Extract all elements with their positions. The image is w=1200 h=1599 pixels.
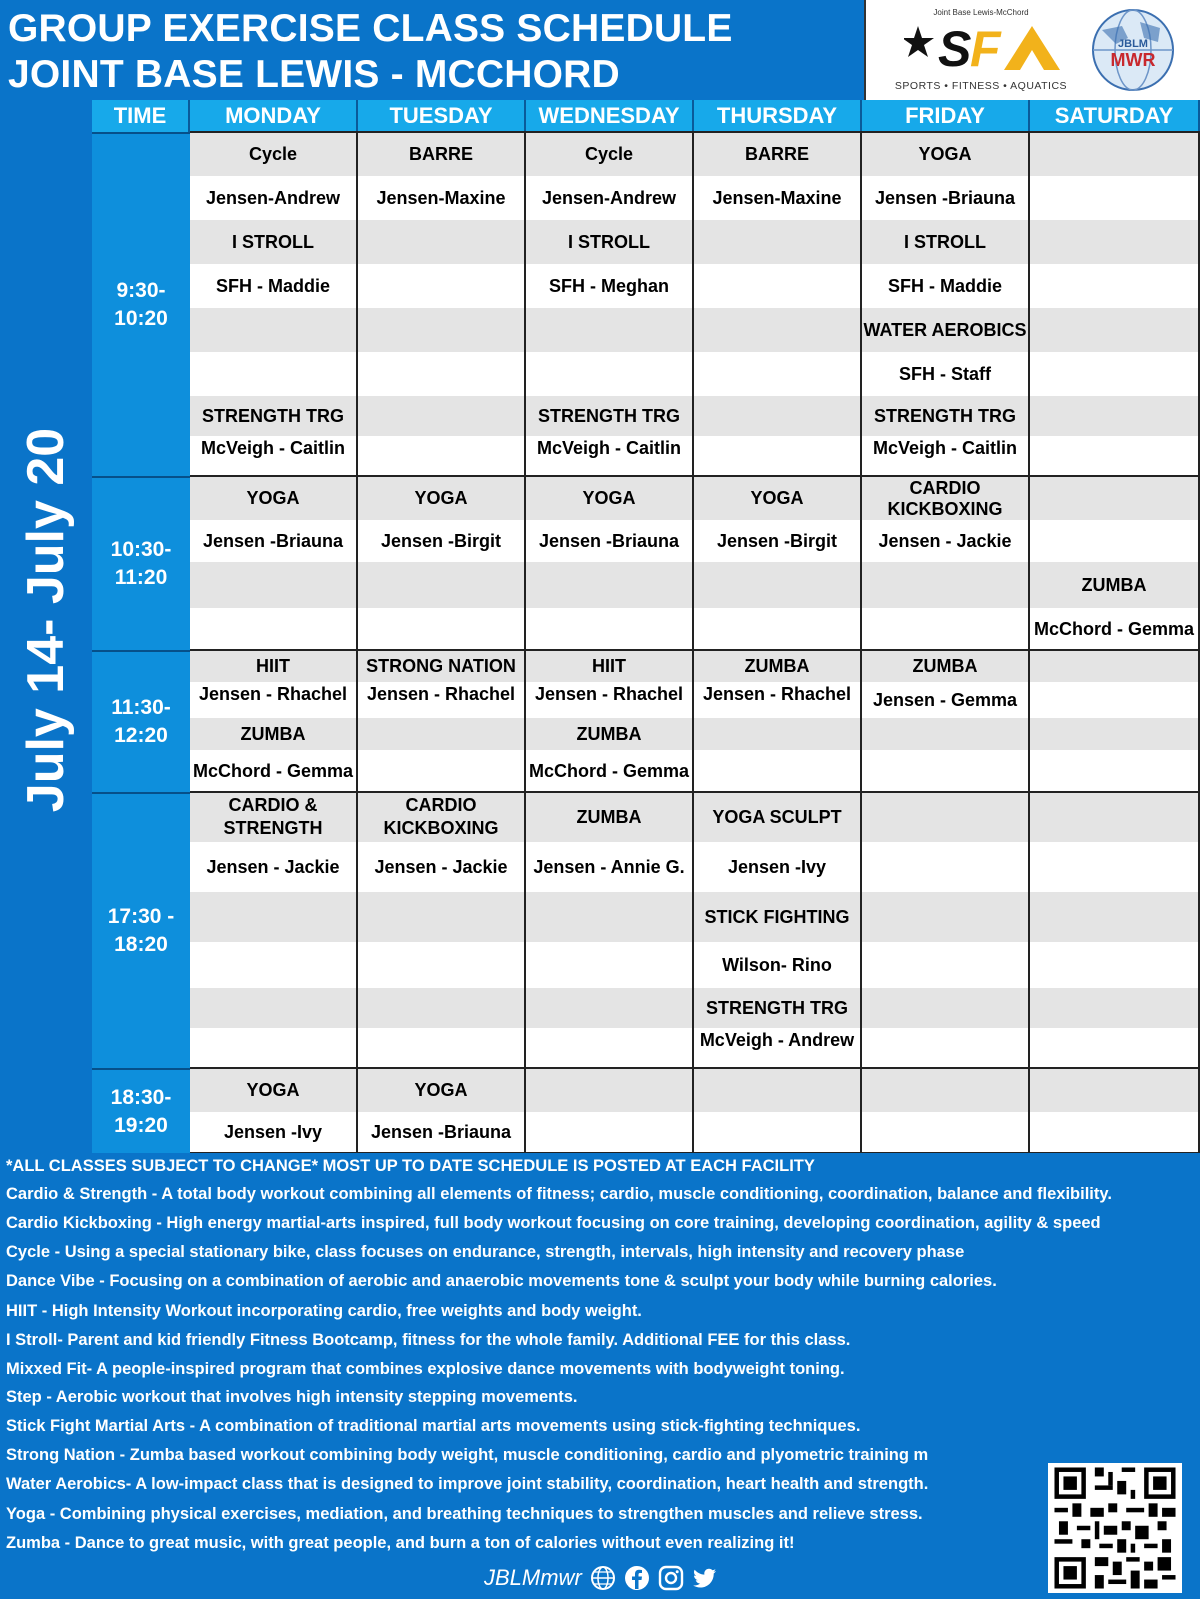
schedule-grid: [0, 100, 1200, 1153]
sfa-tagline: SPORTS • FITNESS • AQUATICS: [894, 80, 1068, 92]
class-description: Step - Aerobic workout that involves high intensity stepping movements.: [6, 1388, 578, 1406]
class-name-friday: [862, 988, 1030, 1028]
class-name-wednesday: [526, 308, 694, 352]
class-instructor-thursday: [694, 1112, 862, 1153]
class-instructor-monday: Jensen - Jackie: [190, 842, 358, 892]
class-name-thursday: STICK FIGHTING: [694, 892, 862, 942]
class-name-thursday: STRENGTH TRG: [694, 988, 862, 1028]
page-title: GROUP EXERCISE CLASS SCHEDULE: [8, 7, 733, 50]
svg-text:S: S: [938, 21, 972, 76]
class-name-wednesday: [526, 562, 694, 608]
time-slot-start: 18:30-: [110, 1085, 172, 1109]
class-name-monday: Cycle: [190, 132, 358, 176]
class-name-monday: [190, 562, 358, 608]
class-instructor-thursday: [694, 608, 862, 650]
class-name-friday: ZUMBA: [862, 650, 1030, 682]
schedule-disclaimer: *ALL CLASSES SUBJECT TO CHANGE* MOST UP TO DATE SCHEDULE IS POSTED AT EACH FACILITY: [6, 1157, 815, 1175]
time-slot-end: 18:20: [114, 933, 168, 956]
social-handle: JBLMmwr: [484, 1565, 582, 1590]
class-name-friday: [862, 718, 1030, 750]
class-name-saturday: [1030, 892, 1200, 942]
class-instructor-tuesday: [358, 1028, 526, 1068]
time-slot: [92, 650, 190, 792]
time-slot: [92, 132, 190, 476]
class-instructor-tuesday: [358, 352, 526, 396]
class-instructor-thursday: Jensen-Maxine: [694, 176, 862, 220]
class-instructor-tuesday: [358, 750, 526, 792]
class-description: Mixxed Fit- A people-inspired program that combines explosive dance movements with bodyweight toning.: [6, 1360, 845, 1378]
class-name-monday: YOGA: [190, 476, 358, 520]
class-name-monday: [190, 892, 358, 942]
block-divider: [190, 475, 1200, 477]
class-name-thursday: [694, 1068, 862, 1112]
class-name-wednesday: ZUMBA: [526, 718, 694, 750]
block-divider: [190, 791, 1200, 793]
column-header-tuesday: TUESDAY: [358, 100, 526, 132]
class-name-friday: YOGA: [862, 132, 1030, 176]
class-name-tuesday: [358, 718, 526, 750]
class-name-saturday: [1030, 988, 1200, 1028]
class-instructor-monday: [190, 352, 358, 396]
block-divider: [190, 131, 1200, 133]
class-instructor-friday: SFH - Maddie: [862, 264, 1030, 308]
class-name-monday: CARDIO & STRENGTH: [190, 792, 358, 842]
class-name-saturday: [1030, 220, 1200, 264]
class-instructor-friday: [862, 750, 1030, 792]
mwr-line1: JBLM: [1118, 38, 1148, 50]
class-instructor-wednesday: [526, 608, 694, 650]
class-instructor-thursday: [694, 436, 862, 476]
class-instructor-monday: [190, 608, 358, 650]
class-description: Cycle - Using a special stationary bike, class focuses on endurance, strength, intervals, high intensity and recovery phase: [6, 1243, 965, 1261]
class-instructor-thursday: Jensen -Birgit: [694, 520, 862, 562]
class-instructor-saturday: [1030, 520, 1200, 562]
time-slot: [92, 1068, 190, 1153]
column-header-friday: FRIDAY: [862, 100, 1030, 132]
class-instructor-wednesday: [526, 942, 694, 988]
twitter-icon[interactable]: [692, 1565, 718, 1591]
column-header-saturday: SATURDAY: [1030, 100, 1200, 132]
class-instructor-thursday: [694, 750, 862, 792]
class-instructor-friday: Jensen -Briauna: [862, 176, 1030, 220]
class-name-wednesday: ZUMBA: [526, 792, 694, 842]
class-instructor-wednesday: SFH - Meghan: [526, 264, 694, 308]
social-footer: [484, 1563, 718, 1593]
class-name-monday: STRENGTH TRG: [190, 396, 358, 436]
class-instructor-saturday: [1030, 352, 1200, 396]
class-name-saturday: [1030, 792, 1200, 842]
class-instructor-tuesday: Jensen -Birgit: [358, 520, 526, 562]
class-instructor-thursday: Jensen -Ivy: [694, 842, 862, 892]
class-name-tuesday: [358, 308, 526, 352]
class-instructor-saturday: [1030, 436, 1200, 476]
class-name-wednesday: [526, 1068, 694, 1112]
time-slot-end: 12:20: [114, 724, 168, 747]
time-slot: [92, 476, 190, 650]
class-instructor-monday: [190, 942, 358, 988]
instagram-icon[interactable]: [658, 1565, 684, 1591]
column-header-thursday: THURSDAY: [694, 100, 862, 132]
class-name-saturday: [1030, 476, 1200, 520]
class-name-wednesday: I STROLL: [526, 220, 694, 264]
column-header-monday: MONDAY: [190, 100, 358, 132]
svg-text:F: F: [970, 21, 1001, 76]
class-name-saturday: [1030, 396, 1200, 436]
class-instructor-thursday: Wilson- Rino: [694, 942, 862, 988]
class-description: Dance Vibe - Focusing on a combination of aerobic and anaerobic movements tone & sculpt your body while burning calories.: [6, 1272, 997, 1290]
mwr-logo: [1088, 8, 1178, 92]
class-instructor-wednesday: McChord - Gemma: [526, 750, 694, 792]
block-divider: [190, 1067, 1200, 1069]
class-name-tuesday: [358, 562, 526, 608]
class-name-friday: [862, 1068, 1030, 1112]
class-description: I Stroll- Parent and kid friendly Fitness Bootcamp, fitness for the whole family. Additional FEE for this class.: [6, 1331, 851, 1349]
class-instructor-monday: SFH - Maddie: [190, 264, 358, 308]
class-description: Strong Nation - Zumba based workout combining body weight, muscle conditioning, cardio and plyometric training m: [6, 1446, 929, 1464]
class-name-friday: STRENGTH TRG: [862, 396, 1030, 436]
class-description: Zumba - Dance to great music, with great people, and burn a ton of calories without even realizing it!: [6, 1534, 795, 1552]
class-name-tuesday: [358, 396, 526, 436]
class-name-tuesday: YOGA: [358, 476, 526, 520]
date-range-strip: [0, 100, 92, 1153]
class-name-monday: ZUMBA: [190, 718, 358, 750]
class-name-saturday: ZUMBA: [1030, 562, 1200, 608]
class-instructor-saturday: [1030, 264, 1200, 308]
class-name-friday: CARDIO KICKBOXING: [862, 476, 1030, 520]
class-instructor-friday: SFH - Staff: [862, 352, 1030, 396]
class-instructor-friday: [862, 1028, 1030, 1068]
class-name-thursday: YOGA: [694, 476, 862, 520]
time-slot-start: 9:30-: [116, 279, 166, 302]
class-instructor-tuesday: Jensen - Rhachel: [358, 682, 526, 718]
class-descriptions: [0, 1153, 1200, 1599]
class-instructor-tuesday: [358, 608, 526, 650]
class-instructor-thursday: [694, 352, 862, 396]
time-slot-end: 10:20: [114, 307, 168, 330]
class-name-saturday: [1030, 308, 1200, 352]
class-name-tuesday: CARDIO KICKBOXING: [358, 792, 526, 842]
class-name-tuesday: BARRE: [358, 132, 526, 176]
class-instructor-monday: McChord - Gemma: [190, 750, 358, 792]
class-description: Cardio Kickboxing - High energy martial-arts inspired, full body workout focusing on core training, developing coordination, agility & speed: [6, 1214, 1101, 1232]
class-instructor-wednesday: Jensen - Rhachel: [526, 682, 694, 718]
class-instructor-monday: Jensen -Ivy: [190, 1112, 358, 1153]
class-instructor-friday: [862, 842, 1030, 892]
class-name-friday: WATER AEROBICS: [862, 308, 1030, 352]
class-instructor-tuesday: [358, 264, 526, 308]
class-name-saturday: [1030, 718, 1200, 750]
sfa-logo-top-text: Joint Base Lewis-McChord: [933, 8, 1029, 17]
class-instructor-monday: Jensen-Andrew: [190, 176, 358, 220]
column-header-time: TIME: [92, 100, 190, 132]
class-instructor-thursday: [694, 264, 862, 308]
class-instructor-saturday: [1030, 942, 1200, 988]
class-instructor-friday: McVeigh - Caitlin: [862, 436, 1030, 476]
class-name-thursday: ZUMBA: [694, 650, 862, 682]
class-instructor-saturday: McChord - Gemma: [1030, 608, 1200, 650]
class-name-thursday: [694, 396, 862, 436]
class-instructor-friday: [862, 608, 1030, 650]
class-instructor-saturday: [1030, 176, 1200, 220]
class-name-saturday: [1030, 1068, 1200, 1112]
column-header-wednesday: WEDNESDAY: [526, 100, 694, 132]
class-instructor-thursday: Jensen - Rhachel: [694, 682, 862, 718]
class-name-monday: I STROLL: [190, 220, 358, 264]
sfa-logo: [892, 4, 1070, 96]
class-name-tuesday: [358, 988, 526, 1028]
class-name-wednesday: YOGA: [526, 476, 694, 520]
class-instructor-monday: Jensen -Briauna: [190, 520, 358, 562]
facebook-icon[interactable]: [624, 1565, 650, 1591]
class-name-saturday: [1030, 132, 1200, 176]
class-description: Cardio & Strength - A total body workout combining all elements of fitness; cardio, muscle conditioning, coordination, balance and flexibility.: [6, 1185, 1112, 1203]
class-instructor-tuesday: Jensen-Maxine: [358, 176, 526, 220]
class-name-wednesday: STRENGTH TRG: [526, 396, 694, 436]
class-instructor-thursday: McVeigh - Andrew: [694, 1028, 862, 1068]
class-instructor-saturday: [1030, 842, 1200, 892]
time-slot-start: 11:30-: [111, 696, 171, 719]
page-header: [0, 0, 864, 100]
class-name-wednesday: [526, 892, 694, 942]
class-name-saturday: [1030, 650, 1200, 682]
class-instructor-tuesday: [358, 942, 526, 988]
block-divider: [190, 649, 1200, 651]
class-name-friday: [862, 792, 1030, 842]
class-instructor-saturday: [1030, 1028, 1200, 1068]
class-name-monday: [190, 308, 358, 352]
qr-code[interactable]: [1048, 1463, 1182, 1593]
class-name-wednesday: Cycle: [526, 132, 694, 176]
class-instructor-friday: [862, 942, 1030, 988]
class-name-wednesday: HIIT: [526, 650, 694, 682]
time-slot: [92, 792, 190, 1068]
class-name-tuesday: YOGA: [358, 1068, 526, 1112]
class-instructor-wednesday: Jensen - Annie G.: [526, 842, 694, 892]
logo-area: [864, 0, 1200, 100]
page-subtitle: JOINT BASE LEWIS - MCCHORD: [8, 53, 620, 96]
class-description: Yoga - Combining physical exercises, mediation, and breathing techniques to strengthen muscles and relieve stress.: [6, 1505, 923, 1523]
class-name-thursday: [694, 718, 862, 750]
class-instructor-tuesday: Jensen - Jackie: [358, 842, 526, 892]
time-slot-end: 11:20: [114, 566, 168, 589]
sfa-mark-icon: [904, 20, 1064, 76]
time-slot-start: 17:30 -: [107, 905, 175, 928]
class-name-monday: YOGA: [190, 1068, 358, 1112]
date-range: July 14- July 20: [17, 427, 75, 813]
class-instructor-monday: [190, 1028, 358, 1068]
class-instructor-saturday: [1030, 1112, 1200, 1153]
class-name-thursday: BARRE: [694, 132, 862, 176]
class-instructor-monday: Jensen - Rhachel: [190, 682, 358, 718]
class-instructor-wednesday: McVeigh - Caitlin: [526, 436, 694, 476]
class-description: Water Aerobics- A low-impact class that is designed to improve joint stability, coordination, heart health and strength.: [6, 1475, 929, 1493]
class-instructor-friday: [862, 1112, 1030, 1153]
class-instructor-tuesday: [358, 436, 526, 476]
class-instructor-wednesday: Jensen -Briauna: [526, 520, 694, 562]
class-instructor-friday: Jensen - Gemma: [862, 682, 1030, 718]
class-name-tuesday: [358, 892, 526, 942]
time-slot-end: 19:20: [114, 1113, 168, 1137]
class-instructor-wednesday: Jensen-Andrew: [526, 176, 694, 220]
class-name-monday: [190, 988, 358, 1028]
globe-icon[interactable]: [590, 1565, 616, 1591]
class-name-thursday: [694, 308, 862, 352]
class-instructor-saturday: [1030, 750, 1200, 792]
class-name-tuesday: [358, 220, 526, 264]
class-instructor-wednesday: [526, 1028, 694, 1068]
class-instructor-friday: Jensen - Jackie: [862, 520, 1030, 562]
class-name-wednesday: [526, 988, 694, 1028]
class-name-friday: I STROLL: [862, 220, 1030, 264]
class-instructor-tuesday: Jensen -Briauna: [358, 1112, 526, 1153]
class-name-thursday: [694, 220, 862, 264]
class-instructor-wednesday: [526, 352, 694, 396]
time-slot-start: 10:30-: [110, 538, 172, 561]
class-name-thursday: YOGA SCULPT: [694, 792, 862, 842]
class-instructor-wednesday: [526, 1112, 694, 1153]
class-name-tuesday: STRONG NATION: [358, 650, 526, 682]
class-instructor-saturday: [1030, 682, 1200, 718]
class-name-friday: [862, 892, 1030, 942]
class-description: Stick Fight Martial Arts - A combination of traditional martial arts movements using stick-fighting techniques.: [6, 1417, 861, 1435]
class-description: HIIT - High Intensity Workout incorporating cardio, free weights and body weight.: [6, 1302, 642, 1320]
class-name-monday: HIIT: [190, 650, 358, 682]
class-name-friday: [862, 562, 1030, 608]
mwr-line2: MWR: [1110, 50, 1156, 70]
class-name-thursday: [694, 562, 862, 608]
class-instructor-monday: McVeigh - Caitlin: [190, 436, 358, 476]
